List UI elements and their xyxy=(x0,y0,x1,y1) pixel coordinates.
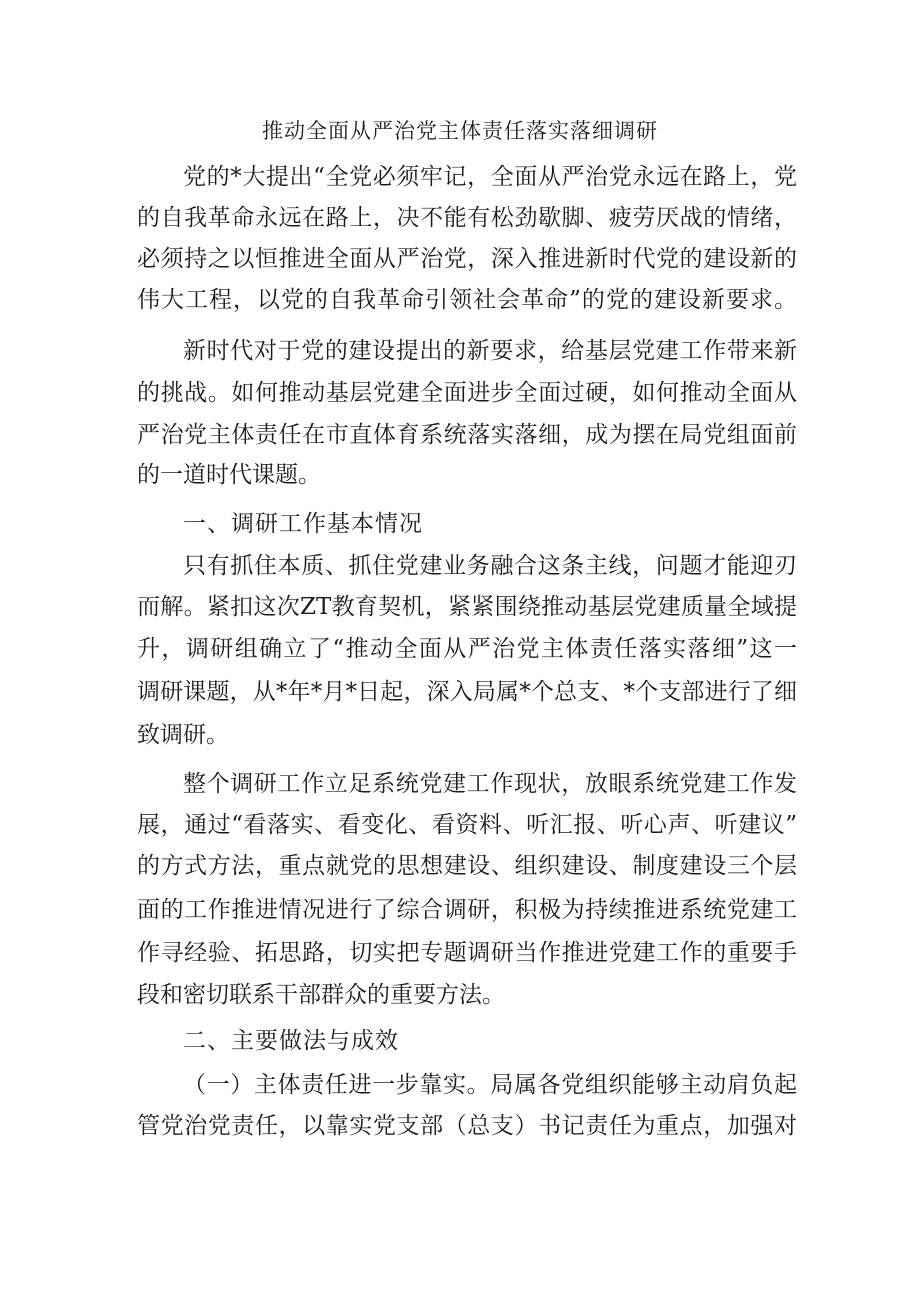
paragraph-2-line-4: 的一道时代课题。 xyxy=(137,462,321,488)
paragraph-4-line-4: 面的工作推进情况进行了综合调研，积极为持续推进系统党建工 xyxy=(137,897,797,923)
paragraph-3-line-4: 调研课题，从*年*月*日起，深入局属*个总支、*个支部进行了细 xyxy=(137,679,797,705)
paragraph-4-line-3: 的方式方法，重点就党的思想建设、组织建设、制度建设三个层 xyxy=(137,853,797,879)
document-title: 推动全面从严治党主体责任落实落细调研 xyxy=(262,119,658,143)
paragraph-1-line-1: 党的*大提出“全党必须牢记，全面从严治党永远在路上，党 xyxy=(183,164,797,190)
paragraph-4-line-1: 整个调研工作立足系统党建工作现状，放眼系统党建工作发 xyxy=(183,771,797,797)
section-heading-1: 一、调研工作基本情况 xyxy=(183,511,423,537)
section-heading-2: 二、主要做法与成效 xyxy=(183,1028,399,1054)
paragraph-4-line-5: 作寻经验、拓思路，切实把专题调研当作推进党建工作的重要手 xyxy=(137,940,797,966)
paragraph-2-line-1: 新时代对于党的建设提出的新要求，给基层党建工作带来新 xyxy=(183,338,797,364)
paragraph-1-line-4: 伟大工程，以党的自我革命引领社会革命”的党的建设新要求。 xyxy=(137,287,797,313)
paragraph-1-line-2: 的自我革命永远在路上，决不能有松劲歇脚、疲劳厌战的情绪， xyxy=(137,205,797,231)
paragraph-5-line-2: 管党治党责任，以靠实党支部（总支）书记责任为重点，加强对 xyxy=(137,1113,797,1139)
paragraph-2-line-2: 的挑战。如何推动基层党建全面进步全面过硬，如何推动全面从 xyxy=(137,380,797,406)
paragraph-2-line-3: 严治党主体责任在市直体育系统落实落细，成为摆在局党组面前 xyxy=(137,422,797,448)
paragraph-3-line-3: 升，调研组确立了“推动全面从严治党主体责任落实落细”这一 xyxy=(137,636,797,662)
paragraph-1-line-3: 必须持之以恒推进全面从严治党，深入推进新时代党的建设新的 xyxy=(137,246,797,272)
paragraph-3-line-5: 致调研。 xyxy=(137,722,229,748)
paragraph-3-line-2: 而解。紧扣这次ZT教育契机，紧紧围绕推动基层党建质量全域提 xyxy=(137,594,797,620)
paragraph-4-line-6: 段和密切联系干部群众的重要方法。 xyxy=(137,982,505,1008)
paragraph-4-line-2: 展，通过“看落实、看变化、看资料、听汇报、听心声、听建议” xyxy=(137,812,797,838)
paragraph-3-line-1: 只有抓住本质、抓住党建业务融合这条主线，问题才能迎刃 xyxy=(183,553,797,579)
paragraph-5-line-1: （一）主体责任进一步靠实。局属各党组织能够主动肩负起 xyxy=(183,1072,797,1098)
